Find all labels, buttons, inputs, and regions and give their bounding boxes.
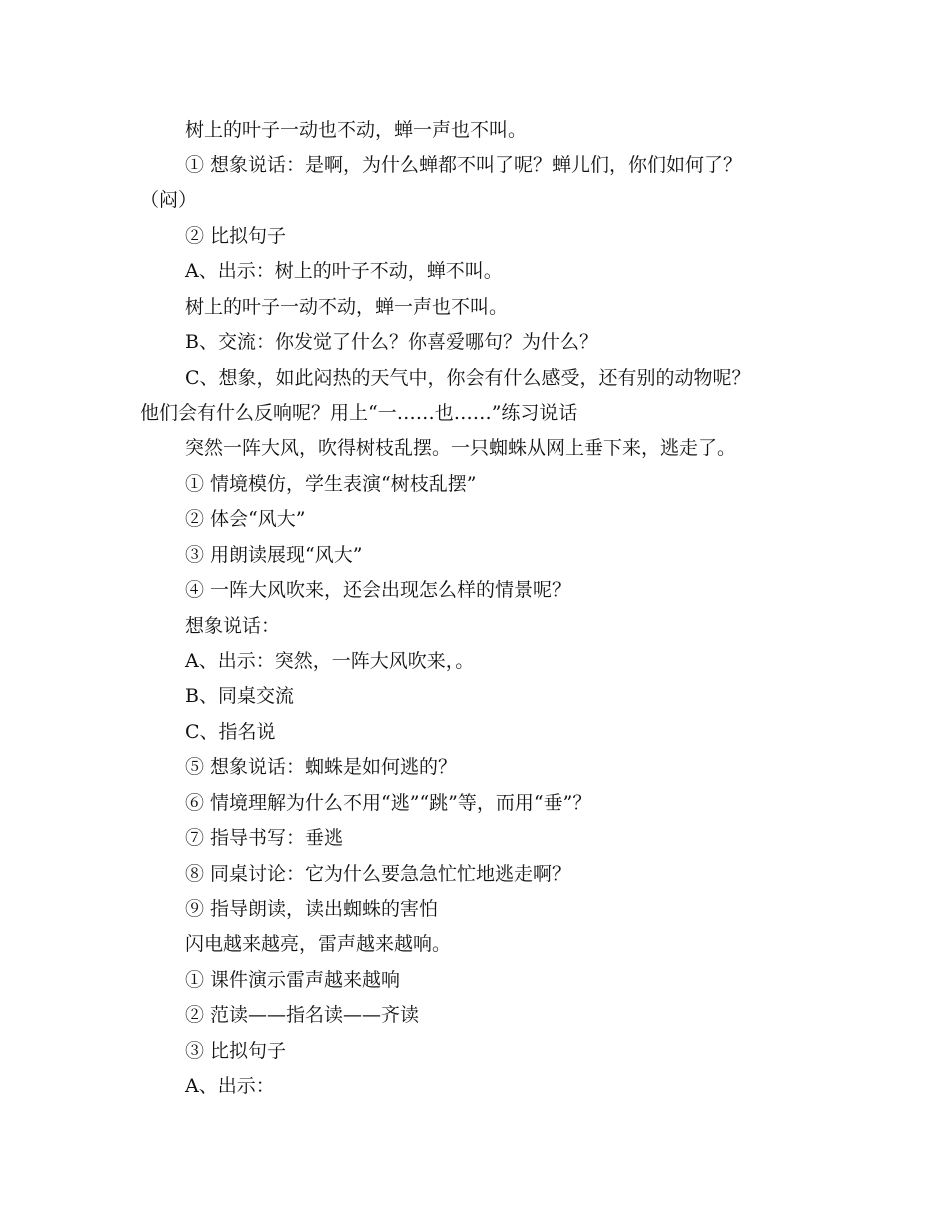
text-line-5: A、出示：树上的叶子不动，蝉不叫。 — [185, 260, 503, 282]
text-line-1: 树上的叶子一动也不动，蝉一声也不叫。 — [185, 119, 528, 141]
text-line-24: 闪电越来越亮，雷声越来越响。 — [185, 933, 452, 955]
text-line-11: ① 情境模仿，学生表演“树枝乱摆” — [185, 473, 477, 495]
text-line-14: ④ 一阵大风吹来，还会出现怎么样的情景呢？ — [185, 579, 572, 601]
text-line-10: 突然一阵大风，吹得树枝乱摆。一只蜘蛛从网上垂下来，逃走了。 — [185, 437, 737, 459]
text-line-15: 想象说话： — [185, 615, 281, 637]
text-line-22: ⑧ 同桌讨论：它为什么要急急忙忙地逃走啊？ — [185, 863, 572, 885]
text-line-3: （闷） — [140, 189, 198, 211]
text-line-17: B、同桌交流 — [185, 685, 294, 707]
text-line-21: ⑦ 指导书写：垂逃 — [185, 827, 344, 849]
text-line-4: ② 比拟句子 — [185, 225, 287, 247]
text-line-2: ① 想象说话：是啊，为什么蝉都不叫了呢？蝉儿们，你们如何了？ — [185, 154, 743, 176]
text-line-7: B、交流：你发觉了什么？你喜爱哪句？为什么？ — [185, 331, 598, 353]
text-line-9: 他们会有什么反响呢？用上“一……也……”练习说话 — [140, 402, 578, 424]
text-line-13: ③ 用朗读展现“风大” — [185, 544, 363, 566]
text-line-20: ⑥ 情境理解为什么不用“逃”“跳”等，而用“垂”？ — [185, 792, 592, 814]
text-line-23: ⑨ 指导朗读，读出蜘蛛的害怕 — [185, 898, 439, 920]
text-line-27: ③ 比拟句子 — [185, 1040, 287, 1062]
text-line-8: C、想象，如此闷热的天气中，你会有什么感受，还有别的动物呢？ — [185, 367, 751, 389]
text-line-26: ② 范读——指名读——齐读 — [185, 1004, 420, 1026]
text-line-16: A、出示：突然，一阵大风吹来，。 — [185, 650, 475, 672]
text-line-19: ⑤ 想象说话：蜘蛛是如何逃的？ — [185, 756, 458, 778]
text-line-25: ① 课件演示雷声越来越响 — [185, 969, 401, 991]
text-line-12: ② 体会“风大” — [185, 508, 306, 530]
text-line-18: C、指名说 — [185, 721, 276, 743]
text-line-6: 树上的叶子一动不动，蝉一声也不叫。 — [185, 296, 509, 318]
text-line-28: A、出示： — [185, 1075, 275, 1097]
